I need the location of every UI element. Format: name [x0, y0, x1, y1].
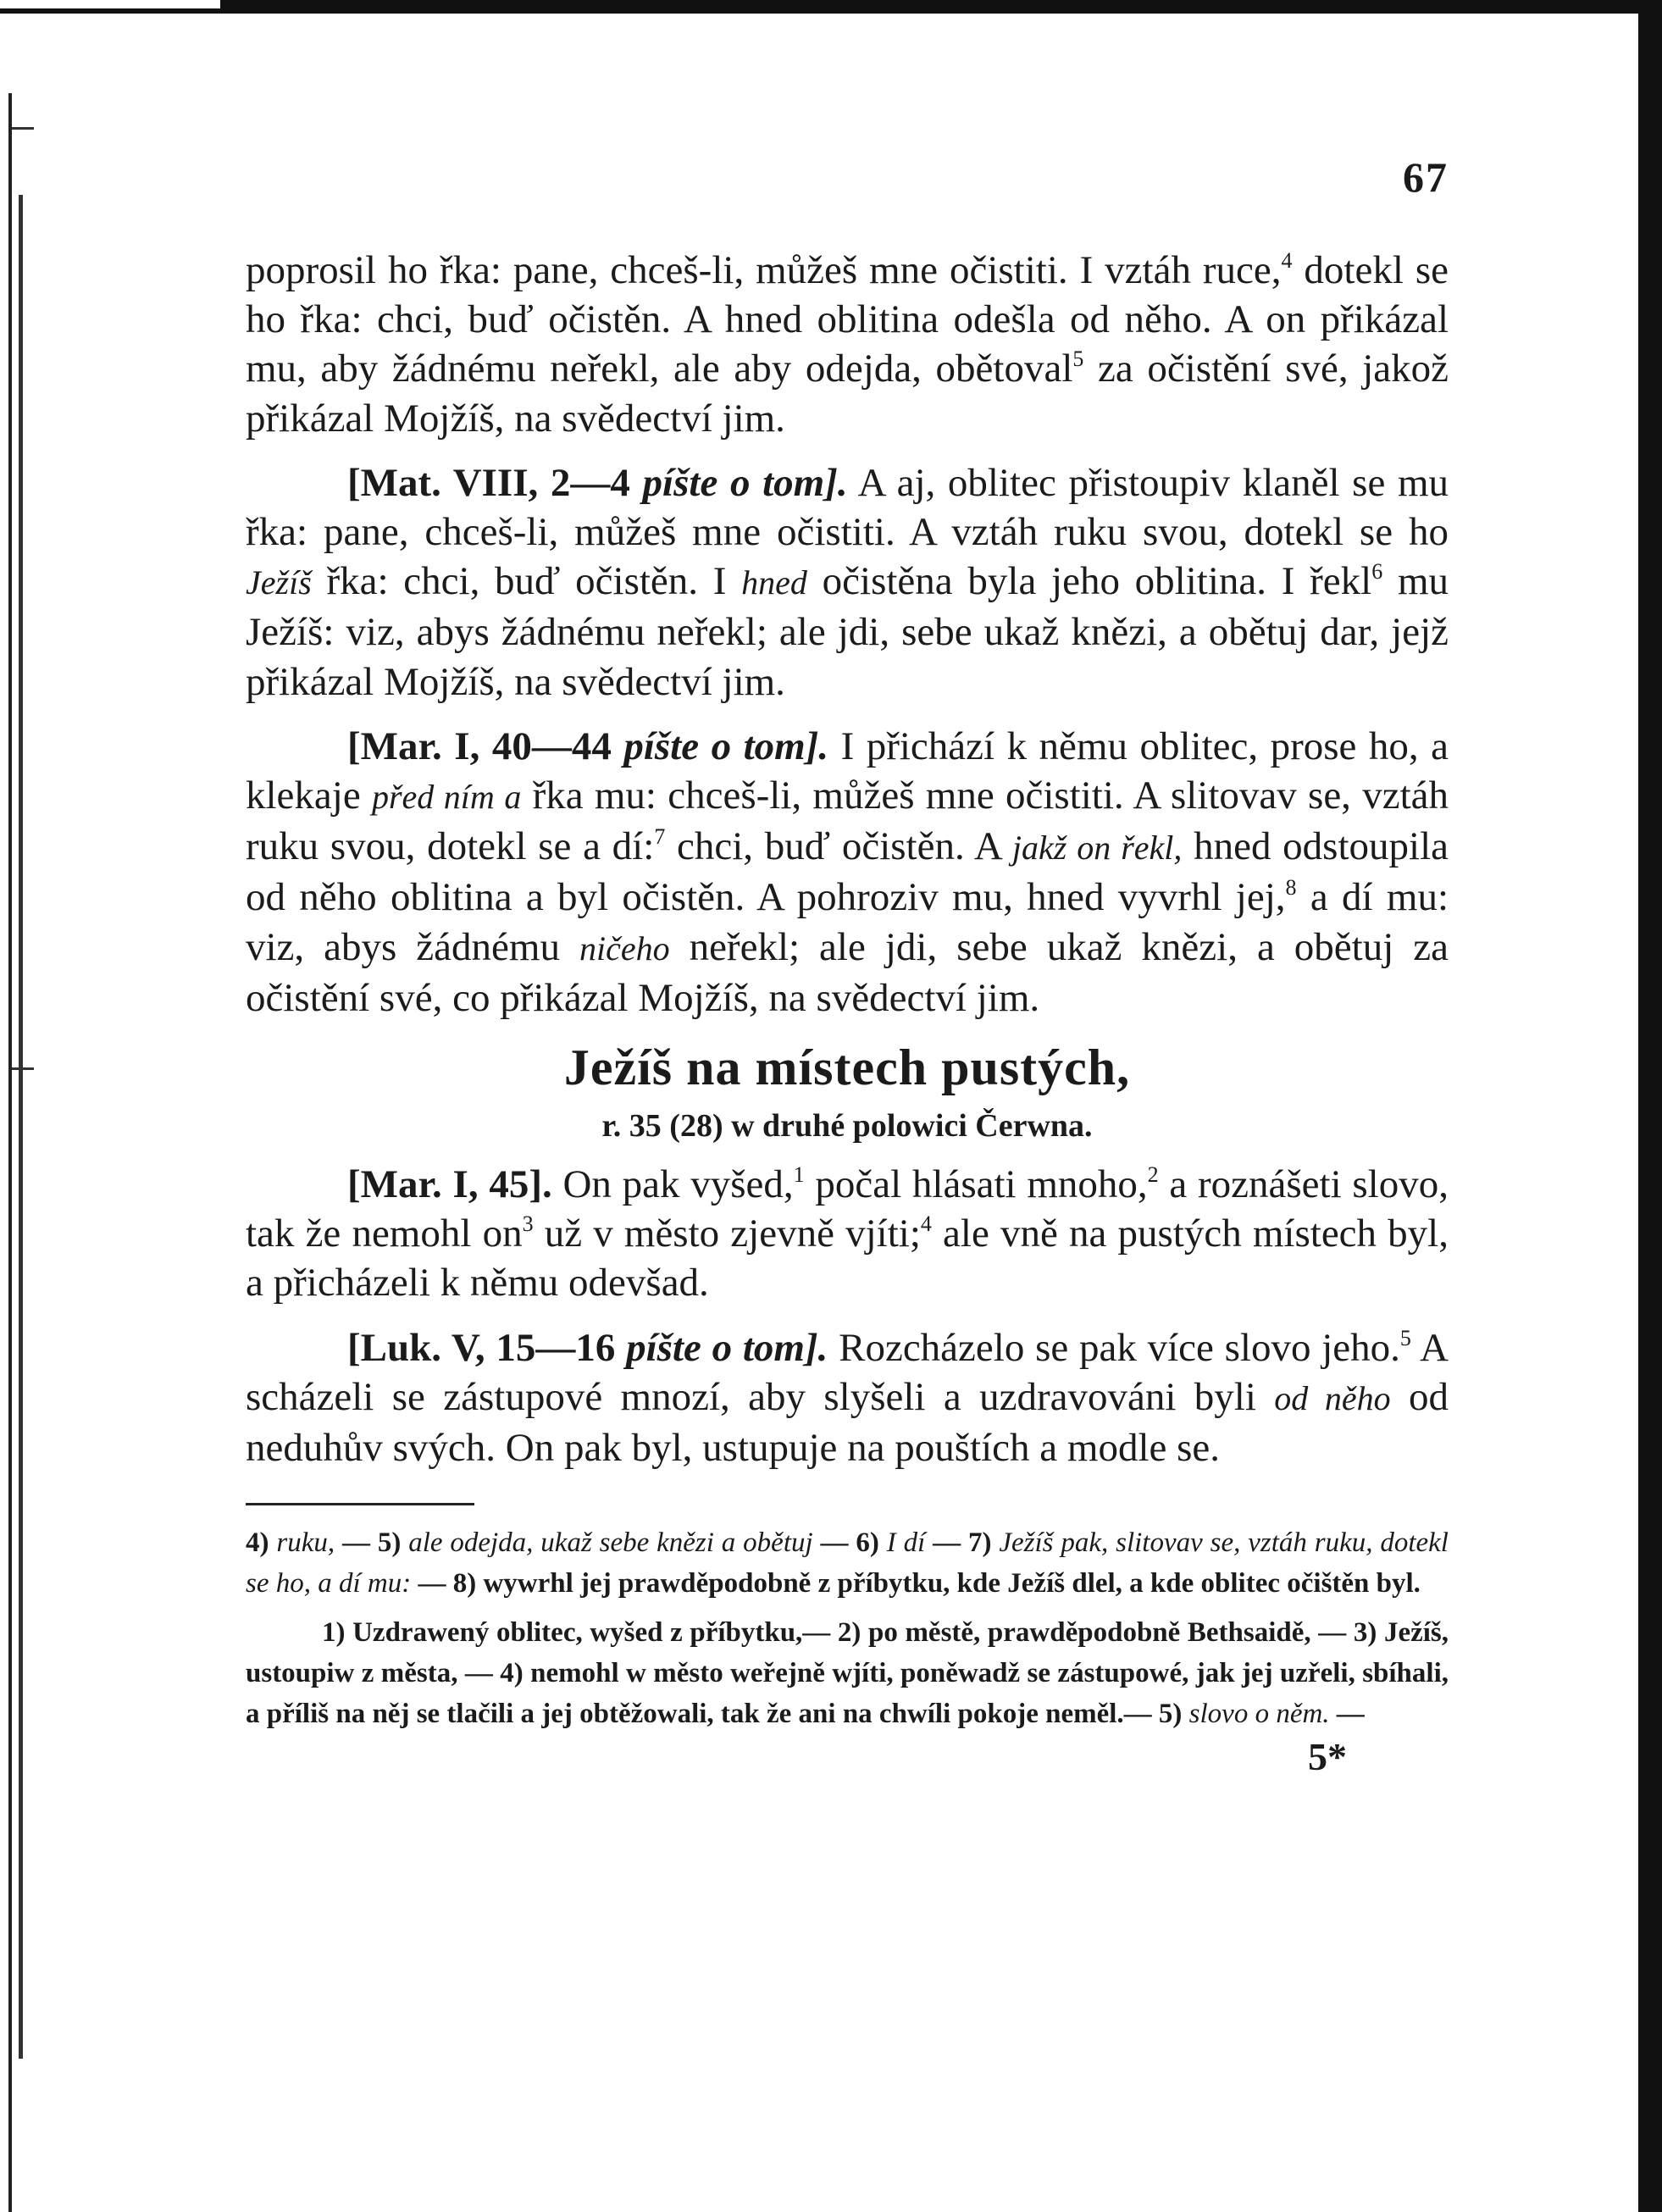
text-run: 1) Uzdrawený oblitec, wyšed z příbytku,— 2) po městě, prawděpodobně Bethsaidě, — 3) Ježíš, ustoupiw z města, — 4) nemohl w město weřejně wjíti, poněwadž se zástupowé, jak jej uzřeli, sbíhali, a příliš na něj se tlačili a jej obtěžowali, tak že ani na chwíli pokoje neměl.— 5) [246, 1617, 1449, 1730]
reference-label: [Luk. V, 15—16 [347, 1325, 616, 1370]
text-run: ale vně na pustých místech byl, a přicházeli k němu odevšad. [246, 1211, 1449, 1306]
text-run: počal hlásati mnoho, [804, 1162, 1148, 1207]
bible-reference [347, 724, 828, 768]
text-run: za očistění své, jakož přikázal Mojžíš, na svědectví jim. [246, 346, 1449, 441]
binding-tick [12, 1067, 34, 1070]
italic-insert: I dí [886, 1527, 926, 1559]
text-run: A scházeli se zástupové mnozí, aby slyšeli a uzdravováni byli [246, 1325, 1449, 1419]
footnote-mark: 4 [920, 1211, 932, 1237]
footnote-mark: 3 [522, 1211, 534, 1237]
scan-top-edge [0, 0, 1662, 14]
reference-tail: píšte o tom]. [642, 460, 848, 505]
italic-insert: Ježíš pak, slitovav se, vztáh ruku, dotekl se ho, a dí mu: [246, 1527, 1449, 1599]
italic-insert: Ježíš [246, 563, 312, 602]
text-run: a roznášeti slovo, tak že nemohl on [246, 1162, 1449, 1256]
text-run: chci, buď očistěn. A [665, 824, 1012, 869]
text-run: On pak vyšed, [551, 1162, 794, 1207]
footnotes-block-2 [246, 1612, 1449, 1734]
scan-right-edge [1638, 0, 1662, 2212]
text-run: — 6) [812, 1527, 887, 1559]
footnote-mark: 7 [654, 824, 666, 850]
paragraph-3 [246, 722, 1449, 1023]
text-run: — 5) [335, 1527, 409, 1559]
paragraph-5 [246, 1323, 1449, 1473]
bible-reference: [Mar. I, 45]. [347, 1162, 552, 1207]
reference-tail: píšte o tom]. [626, 1325, 828, 1370]
text-run: I přichází k němu oblitec, prose ho, a klekaje [246, 723, 1449, 818]
binding-tick [12, 127, 34, 130]
page-number: 67 [1403, 153, 1449, 201]
scan-left-binding [0, 93, 34, 2212]
text-run: a dí mu: viz, abys žádnému [246, 875, 1449, 969]
text-run: — 7) [925, 1527, 1000, 1559]
text-run: Rozcházelo se pak více slovo jeho. [828, 1325, 1400, 1370]
text-run: očistěna byla jeho oblitina. I řekl [806, 559, 1372, 604]
paragraph-2 [246, 458, 1449, 707]
reference-label: [Mar. I, 40—44 [347, 723, 612, 768]
text-run: řka: chci, buď očistěn. I [311, 559, 742, 604]
footnote-divider [246, 1503, 474, 1505]
section-heading: Ježíš na místech pustých, [563, 1039, 1131, 1096]
reference-label: [Mat. VIII, 2—4 [347, 460, 630, 505]
text-run: mu Ježíš: viz, abys žádnému neřekl; ale jdi, sebe ukaž knězi, a obětuj dar, jejž přikázal Mojžíš, na svědectví jim. [246, 559, 1449, 704]
text-run: od neduhův svých. On pak byl, ustupuje na pouštích a modle se. [246, 1374, 1449, 1471]
italic-insert: jakž on řekl, [1011, 829, 1183, 868]
italic-insert: ruku, [276, 1527, 335, 1559]
section-subheading: r. 35 (28) w druhé polowici Čerwna. [601, 1108, 1093, 1145]
italic-insert: před ním a [371, 778, 522, 817]
bible-reference [347, 461, 848, 505]
scan-top-notch [0, 0, 220, 8]
footnote-mark: 2 [1147, 1162, 1159, 1188]
italic-insert: slovo o něm. [1188, 1699, 1330, 1730]
binding-rule [19, 195, 23, 2059]
footnote-mark: 4 [1281, 248, 1293, 273]
text-block [246, 246, 1449, 1778]
italic-insert: hned [741, 563, 807, 602]
bible-reference [347, 1326, 828, 1370]
reference-tail: píšte o tom]. [623, 723, 829, 768]
footnotes-block-1 [246, 1522, 1449, 1604]
footnote-mark: 1 [793, 1162, 805, 1188]
text-run: poprosil ho řka: pane, chceš-li, můžeš mne očistiti. I vztáh ruce, [246, 248, 1282, 292]
italic-insert: od něho [1274, 1378, 1391, 1417]
paragraph-1 [246, 246, 1449, 443]
text-run: A aj, oblitec přistoupiv klaněl se mu řka: pane, chceš-li, můžeš mne očistiti. A vztáh ruku svou, dotekl se ho [246, 460, 1449, 555]
text-run: řka mu: chceš-li, můžeš mne očistiti. A slitovav se, vztáh ruku svou, dotekl se a dí: [246, 773, 1449, 869]
text-run: dotekl se ho řka: chci, buď očistěn. A hned oblitina odešla od něho. A on přikázal mu, aby žádnému neřekl, ale aby odejda, obětoval [246, 248, 1449, 391]
footnote-mark: 6 [1371, 559, 1383, 585]
binding-rule [8, 93, 12, 2212]
footnote-mark: 5 [1399, 1325, 1411, 1350]
text-run: neřekl; ale jdi, sebe ukaž knězi, a obětuj za očistění své, co přikázal Mojžíš, na svědectví jim. [246, 924, 1449, 1020]
paragraph-4 [246, 1160, 1449, 1308]
text-run: — [1329, 1699, 1365, 1730]
text-run: už v město zjevně vjíti; [533, 1211, 921, 1256]
text-run: 4) [246, 1527, 277, 1559]
italic-insert: ničeho [579, 929, 670, 967]
signature-mark: 5* [1308, 1735, 1347, 1779]
footnote-mark: 8 [1285, 875, 1297, 901]
footnote-mark: 5 [1072, 346, 1084, 372]
italic-insert: ale odejda, ukaž sebe knězi a obětuj [408, 1527, 813, 1559]
text-run: hned odstoupila od něho oblitina a byl očistěn. A pohroziv mu, hned vyvrhl jej, [246, 824, 1449, 920]
text-run: — 8) wywrhl jej prawděpodobně z příbytku, kde Ježíš dlel, a kde oblitec očištěn byl. [411, 1568, 1421, 1599]
